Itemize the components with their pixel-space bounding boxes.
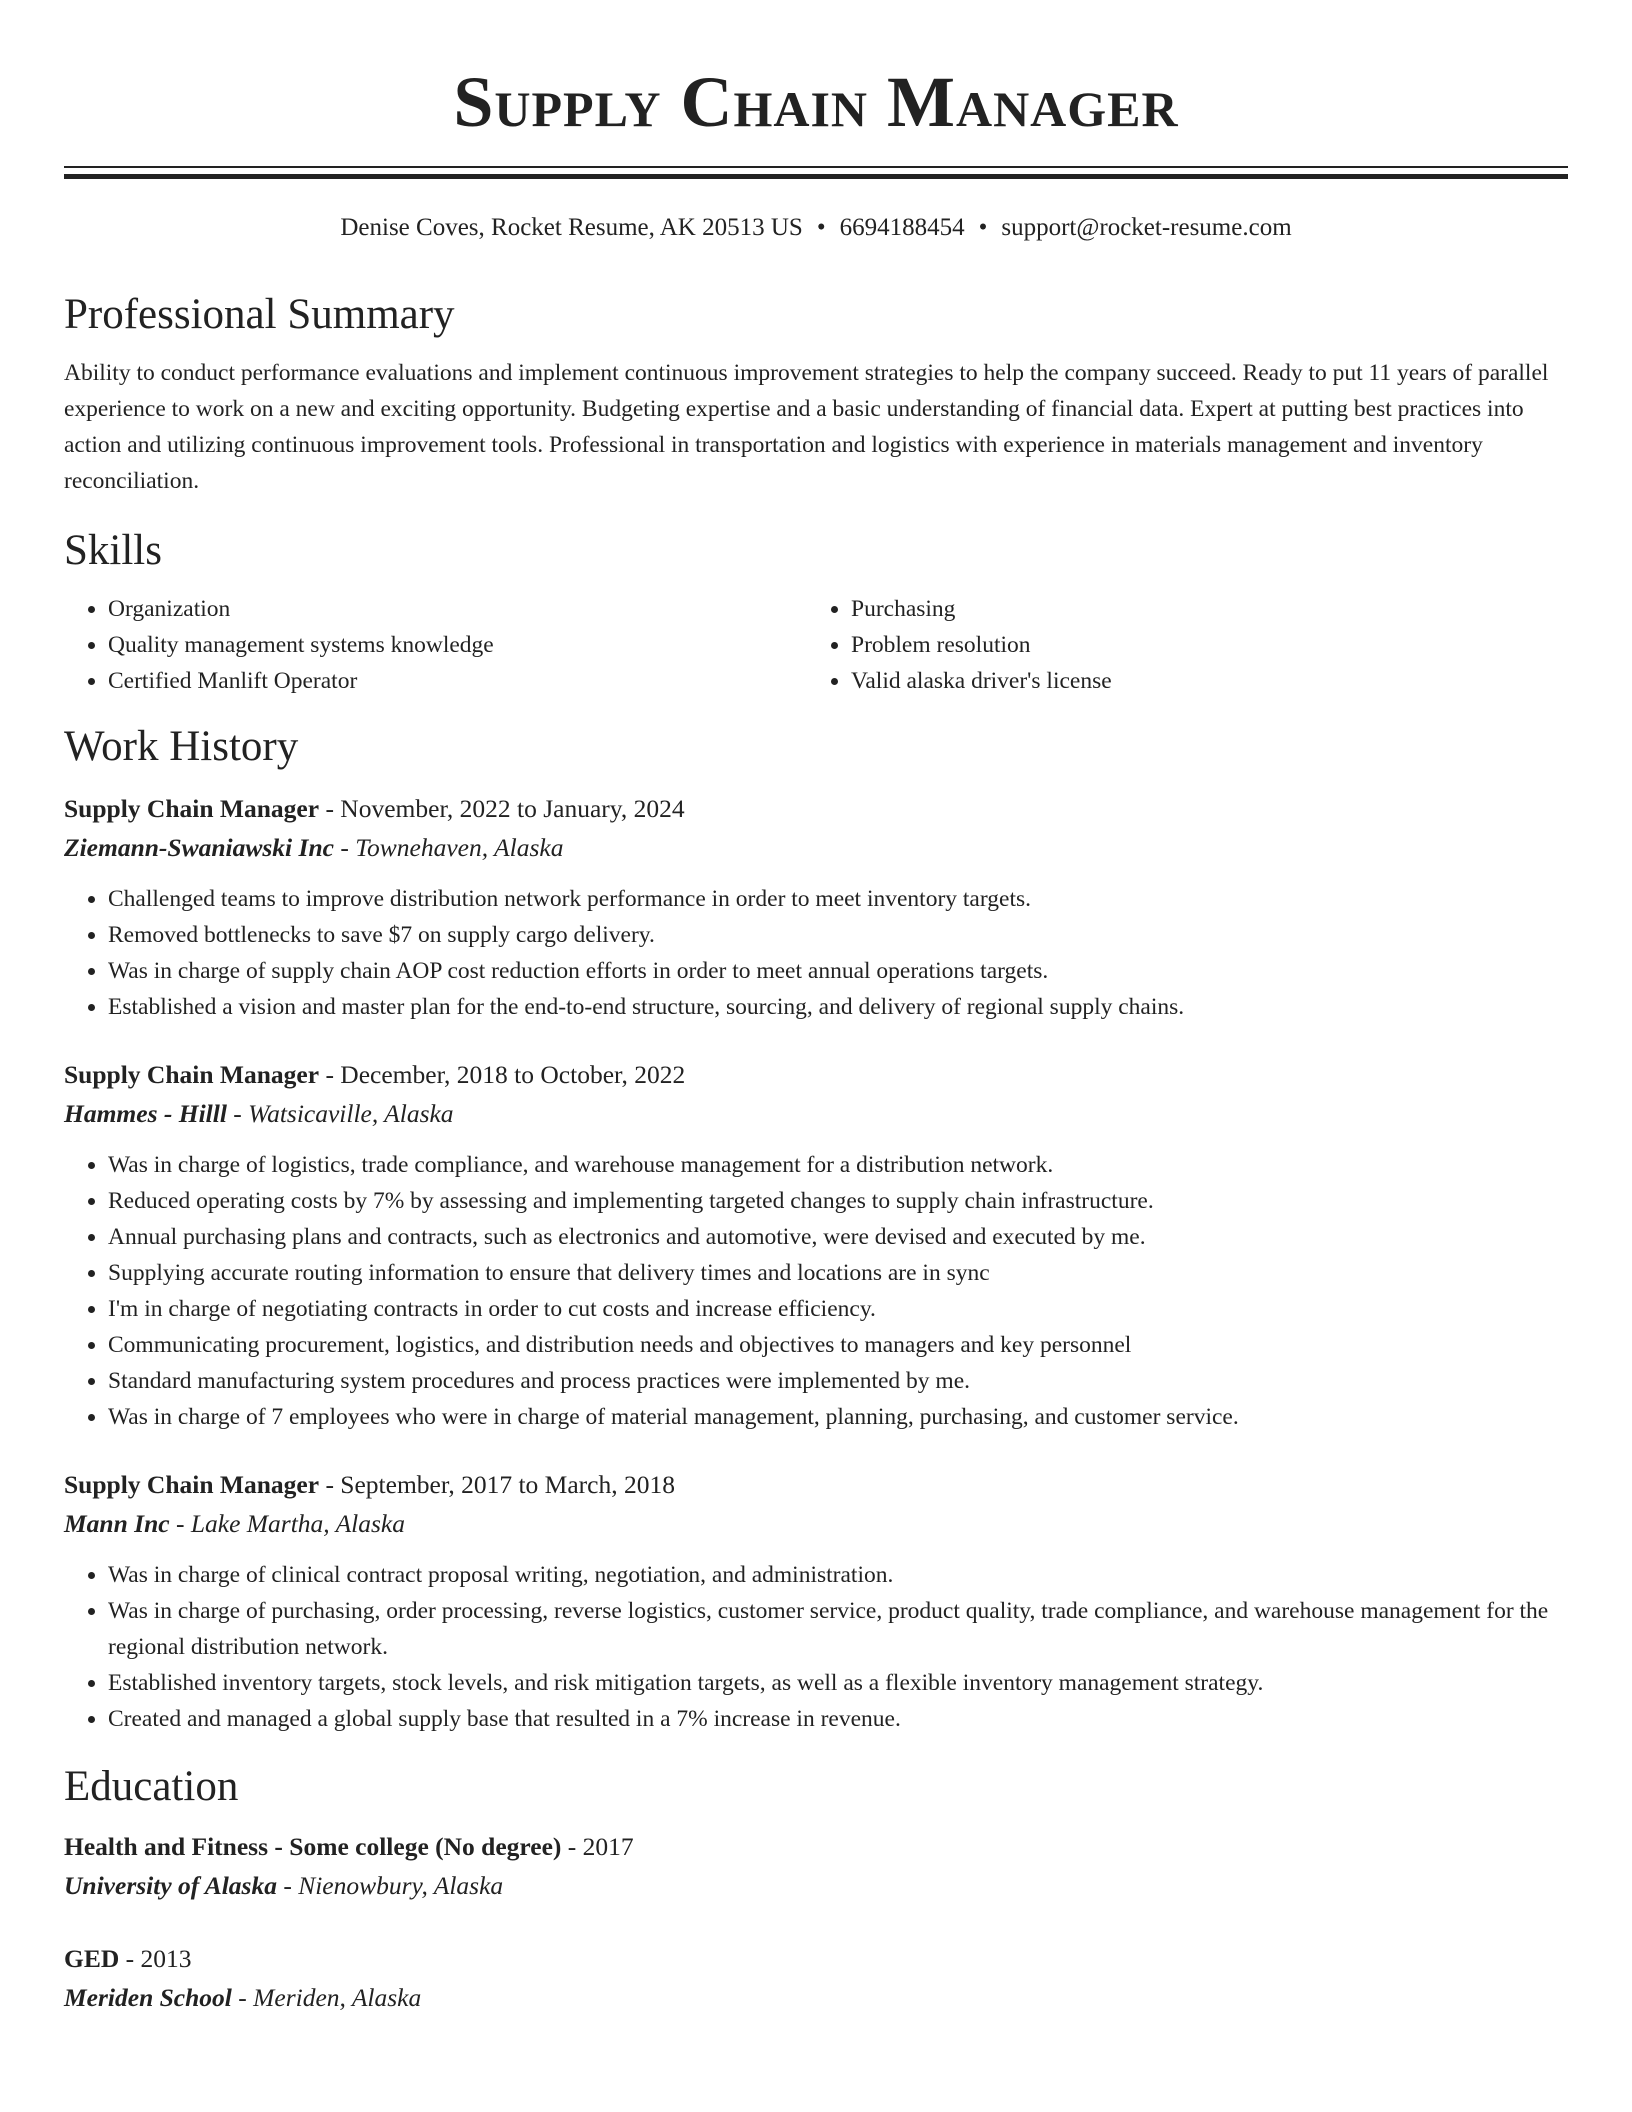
contact-separator: • [978, 214, 988, 241]
contact-email: support@rocket-resume.com [1001, 214, 1292, 241]
skills-column-right [807, 591, 1568, 699]
skill-item: • Problem resolution [851, 627, 1568, 663]
job-employer [64, 829, 1568, 867]
contact-address: Denise Coves, Rocket Resume, AK 20513 US [340, 214, 803, 241]
job-entry [64, 789, 1568, 1025]
job-location: - Watsicaville, Alaska [226, 1099, 454, 1128]
job-bullet: • Challenged teams to improve distribution network performance in order to meet inventory targets. [108, 881, 1568, 917]
job-bullet: • Standard manufacturing system procedures and process practices were implemented by me. [108, 1363, 1568, 1399]
education-school: University of Alaska [64, 1871, 277, 1900]
job-company: Hammes - Hilll [64, 1099, 227, 1128]
resume-title: Supply Chain Manager [453, 62, 1179, 142]
job-bullets [64, 1147, 1568, 1435]
title-divider-thin [64, 166, 1568, 168]
job-title: Supply Chain Manager [64, 1060, 320, 1089]
job-bullet: • Was in charge of clinical contract proposal writing, negotiation, and administration. [108, 1557, 1568, 1593]
skills-heading: Skills [64, 527, 162, 574]
job-employer [64, 1505, 1568, 1543]
skill-item: • Certified Manlift Operator [108, 663, 807, 699]
work-history-heading: Work History [64, 723, 299, 770]
job-location: - Lake Martha, Alaska [169, 1509, 405, 1538]
education-institution [64, 1867, 1568, 1905]
education-location: - Nienowbury, Alaska [276, 1871, 504, 1900]
job-bullet: • I'm in charge of negotiating contracts in order to cut costs and increase efficiency. [108, 1291, 1568, 1327]
job-bullet: • Was in charge of 7 employees who were in charge of material management, planning, purchasing, and customer service. [108, 1399, 1568, 1435]
job-entry [64, 1055, 1568, 1435]
education-heading: Education [64, 1763, 239, 1810]
job-bullet: • Reduced operating costs by 7% by assessing and implementing targeted changes to supply chain infrastructure. [108, 1183, 1568, 1219]
job-header [64, 1465, 1568, 1505]
job-bullets [64, 1557, 1568, 1737]
education-year: - 2013 [119, 1944, 192, 1973]
job-dates: - September, 2017 to March, 2018 [319, 1470, 675, 1499]
skills-list [64, 591, 1568, 699]
contact-separator: • [816, 214, 826, 241]
summary-heading: Professional Summary [64, 291, 455, 338]
job-dates: - November, 2022 to January, 2024 [319, 794, 685, 823]
education-degree: Health and Fitness - Some college (No degree) [64, 1832, 562, 1861]
education-entry [64, 1827, 1568, 1905]
skills-column-left [64, 591, 807, 699]
education-degree: GED [64, 1944, 120, 1973]
contact-phone: 6694188454 [839, 214, 965, 241]
job-title: Supply Chain Manager [64, 1470, 320, 1499]
job-bullet: • Communicating procurement, logistics, and distribution needs and objectives to managers and key personnel [108, 1327, 1568, 1363]
job-employer [64, 1095, 1568, 1133]
job-header [64, 789, 1568, 829]
job-entry [64, 1465, 1568, 1737]
job-header [64, 1055, 1568, 1095]
job-bullet: • Established inventory targets, stock levels, and risk mitigation targets, as well as a flexible inventory management strategy. [108, 1665, 1568, 1701]
job-bullet: • Created and managed a global supply base that resulted in a 7% increase in revenue. [108, 1701, 1568, 1737]
skill-item: • Purchasing [851, 591, 1568, 627]
skill-item: • Organization [108, 591, 807, 627]
summary-text: Ability to conduct performance evaluations and implement continuous improvement strategies to help the company succeed. Ready to put 11 years of parallel experience to work on a new and exciting opportunity. Budgeting expertise and a basic understanding of financial data. Expert at putting best practices into action and utilizing continuous improvement tools. Professional in transportation and logistics with experience in materials management and inventory reconciliation. [64, 360, 1549, 494]
job-bullet: • Established a vision and master plan for the end-to-end structure, sourcing, and delivery of regional supply chains. [108, 989, 1568, 1025]
education-entry [64, 1939, 1568, 2017]
job-bullet: • Was in charge of purchasing, order processing, reverse logistics, customer service, product quality, trade compliance, and warehouse management for the regional distribution network. [108, 1593, 1568, 1665]
job-company: Ziemann-Swaniawski Inc [64, 833, 334, 862]
job-bullet: • Annual purchasing plans and contracts, such as electronics and automotive, were devised and executed by me. [108, 1219, 1568, 1255]
job-bullet: • Supplying accurate routing information to ensure that delivery times and locations are in sync [108, 1255, 1568, 1291]
skill-item: • Valid alaska driver's license [851, 663, 1568, 699]
education-year: - 2017 [561, 1832, 634, 1861]
job-bullet: • Was in charge of logistics, trade compliance, and warehouse management for a distribution network. [108, 1147, 1568, 1183]
job-bullet: • Removed bottlenecks to save $7 on supply cargo delivery. [108, 917, 1568, 953]
education-header [64, 1939, 1568, 1979]
job-bullets [64, 881, 1568, 1025]
job-bullet: • Was in charge of supply chain AOP cost reduction efforts in order to meet annual operations targets. [108, 953, 1568, 989]
job-location: - Townehaven, Alaska [333, 833, 564, 862]
job-company: Mann Inc [64, 1509, 170, 1538]
skill-item: • Quality management systems knowledge [108, 627, 807, 663]
job-title: Supply Chain Manager [64, 794, 320, 823]
contact-line [64, 211, 1568, 245]
education-institution [64, 1979, 1568, 2017]
title-divider-thick [64, 174, 1568, 179]
education-school: Meriden School [64, 1983, 232, 2012]
job-dates: - December, 2018 to October, 2022 [319, 1060, 686, 1089]
education-header [64, 1827, 1568, 1867]
education-location: - Meriden, Alaska [231, 1983, 422, 2012]
